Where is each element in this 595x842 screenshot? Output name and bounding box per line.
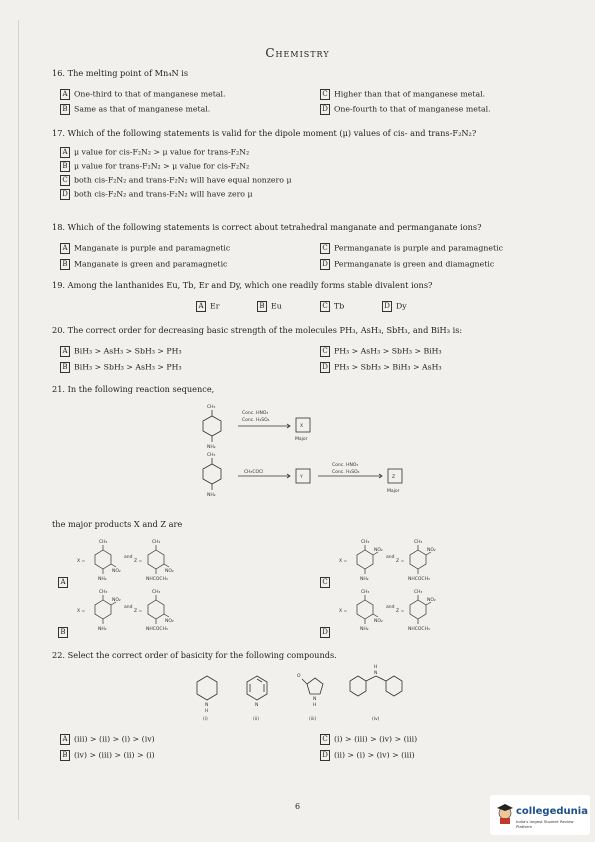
q16-option-d[interactable]: D One-fourth to that of manganese metal.: [320, 104, 491, 115]
svg-text:N: N: [313, 697, 317, 702]
question-16: 16. The melting point of Mn₄N is: [52, 68, 189, 78]
question-18: 18. Which of the following statements is correct about tetrahedral manganate and permanganate ions?: [52, 222, 482, 232]
q22-label-ii: (ii): [253, 717, 260, 722]
q21-option-b-structures: [68, 588, 188, 636]
svg-text:CH₃: CH₃: [152, 540, 161, 545]
svg-text:Z =: Z =: [396, 559, 405, 564]
q17-option-c[interactable]: C both cis-F₂N₂ and trans-F₂N₂ will have equal nonzero μ: [60, 175, 292, 186]
question-17: 17. Which of the following statements is valid for the dipole moment (μ) values of cis- and trans-F₂N₂?: [52, 128, 477, 138]
logo-name: collegedunia: [516, 806, 588, 817]
q17-option-a[interactable]: A μ value for cis-F₂N₂ > μ value for trans-F₂N₂: [60, 147, 249, 158]
q18-option-d[interactable]: D Permanganate is green and diamagnetic: [320, 259, 494, 270]
q18-option-a[interactable]: A Manganate is purple and paramagnetic: [60, 243, 230, 254]
svg-text:NHCOCH₃: NHCOCH₃: [408, 627, 430, 632]
q18-option-b[interactable]: B Manganate is green and paramagnetic: [60, 259, 227, 270]
q21-option-b[interactable]: B: [58, 627, 72, 638]
svg-text:NO₂: NO₂: [374, 548, 383, 553]
q21-x-box: X: [300, 424, 304, 429]
q22-option-d[interactable]: D (ii) > (i) > (iv) > (iii): [320, 750, 415, 761]
svg-text:NHCOCH₃: NHCOCH₃: [146, 577, 168, 582]
svg-text:and: and: [386, 605, 395, 610]
q21-y-box: Y: [300, 475, 303, 480]
svg-text:CH₃: CH₃: [99, 590, 108, 595]
svg-text:NO₂: NO₂: [165, 619, 174, 624]
q22-compounds: [190, 664, 420, 724]
q21-reagent-hno3-2: Conc. HNO₃: [332, 463, 359, 468]
q21-option-a-structures: [68, 538, 188, 586]
svg-text:CH₃: CH₃: [361, 590, 370, 595]
svg-text:X =: X =: [77, 559, 86, 564]
q20-option-b[interactable]: B BiH₃ > SbH₃ > AsH₃ > PH₃: [60, 362, 182, 373]
svg-text:X =: X =: [339, 609, 348, 614]
svg-text:NH₂: NH₂: [98, 577, 107, 582]
svg-text:NO₂: NO₂: [112, 569, 121, 574]
q21-major-1: Major: [295, 437, 308, 442]
q16-option-c[interactable]: C Higher than that of manganese metal.: [320, 89, 485, 100]
svg-text:Z =: Z =: [396, 609, 405, 614]
svg-text:CH₃: CH₃: [361, 540, 370, 545]
q16-option-a[interactable]: A One-third to that of manganese metal.: [60, 89, 225, 100]
q22-option-b[interactable]: B (iv) > (iii) > (ii) > (i): [60, 750, 155, 761]
q21-option-c-structures: [330, 538, 450, 586]
page-title: Chemistry: [265, 46, 330, 60]
q21-reaction-scheme: [190, 398, 420, 510]
q21-prompt: the major products X and Z are: [52, 519, 183, 529]
q19-option-c[interactable]: C Tb: [320, 301, 344, 312]
graduate-icon: [496, 802, 514, 824]
svg-text:Z =: Z =: [134, 609, 143, 614]
svg-text:NH₂: NH₂: [360, 577, 369, 582]
q21-reagent-h2so4: Conc. H₂SO₄: [242, 418, 270, 423]
q21-option-d-structures: [330, 588, 450, 636]
svg-text:CH₃: CH₃: [414, 590, 423, 595]
q21-reagent-hno3: Conc. HNO₃: [242, 411, 269, 416]
svg-text:NH₂: NH₂: [360, 627, 369, 632]
svg-text:and: and: [124, 555, 133, 560]
q21-option-d[interactable]: D: [320, 627, 334, 638]
svg-text:N: N: [205, 703, 209, 708]
q21-reagent-h2so4-2: Conc. H₂SO₄: [332, 470, 360, 475]
q21-option-a[interactable]: A: [58, 577, 72, 588]
q21-reagent-acyl: CH₃COCl: [244, 470, 264, 475]
q22-label-iv: (iv): [372, 717, 380, 722]
svg-text:H: H: [374, 665, 378, 670]
question-19: 19. Among the lanthanides Eu, Tb, Er and Dy, which one readily forms stable divalent ions?: [52, 280, 433, 290]
q21-ch3-1: CH₃: [207, 405, 216, 410]
svg-text:X =: X =: [339, 559, 348, 564]
svg-text:N: N: [374, 671, 378, 676]
svg-text:NO₂: NO₂: [112, 598, 121, 603]
svg-text:Z =: Z =: [134, 559, 143, 564]
svg-text:CH₃: CH₃: [414, 540, 423, 545]
q22-option-a[interactable]: A (iii) > (ii) > (i) > (iv): [60, 734, 155, 745]
svg-text:CH₃: CH₃: [152, 590, 161, 595]
question-21: 21. In the following reaction sequence,: [52, 384, 215, 394]
logo-tagline: India's largest Student Review Platform: [516, 819, 574, 829]
q19-option-d[interactable]: D Dy: [382, 301, 407, 312]
collegedunia-logo: [490, 795, 590, 835]
q17-option-b[interactable]: B μ value for trans-F₂N₂ > μ value for cis-F₂N₂: [60, 161, 249, 172]
svg-text:X =: X =: [77, 609, 86, 614]
svg-text:H: H: [313, 703, 317, 708]
q21-ch3-2: CH₃: [207, 453, 216, 458]
question-20: 20. The correct order for decreasing basic strength of the molecules PH₃, AsH₃, SbH₃, and BiH₃ is:: [52, 325, 463, 335]
q20-option-a[interactable]: A BiH₃ > AsH₃ > SbH₃ > PH₃: [60, 346, 182, 357]
q21-option-c[interactable]: C: [320, 577, 334, 588]
svg-text:and: and: [386, 555, 395, 560]
q19-option-b[interactable]: B Eu: [257, 301, 282, 312]
svg-text:N: N: [255, 703, 259, 708]
svg-text:NO₂: NO₂: [427, 548, 436, 553]
q17-option-d[interactable]: D both cis-F₂N₂ and trans-F₂N₂ will have zero μ: [60, 189, 253, 200]
svg-text:NH₂: NH₂: [98, 627, 107, 632]
question-22: 22. Select the correct order of basicity for the following compounds.: [52, 650, 337, 660]
svg-text:O: O: [297, 674, 301, 679]
q22-option-c[interactable]: C (i) > (iii) > (iv) > (iii): [320, 734, 417, 745]
q20-option-c[interactable]: C PH₃ > AsH₃ > SbH₃ > BiH₃: [320, 346, 442, 357]
page-number: 6: [294, 802, 301, 811]
q18-option-c[interactable]: C Permanganate is purple and paramagnetic: [320, 243, 503, 254]
svg-text:H: H: [205, 709, 209, 714]
svg-text:and: and: [124, 605, 133, 610]
q21-nh2-2: NH₂: [207, 493, 216, 498]
q16-option-b[interactable]: B Same as that of manganese metal.: [60, 104, 210, 115]
q20-option-d[interactable]: D PH₃ > SbH₃ > BiH₃ > AsH₃: [320, 362, 442, 373]
svg-text:NHCOCH₃: NHCOCH₃: [146, 627, 168, 632]
svg-text:NO₂: NO₂: [427, 598, 436, 603]
svg-text:CH₃: CH₃: [99, 540, 108, 545]
q21-major-2: Major: [387, 489, 400, 494]
q19-option-a[interactable]: A Er: [196, 301, 219, 312]
svg-text:NO₂: NO₂: [165, 569, 174, 574]
svg-text:NO₂: NO₂: [374, 619, 383, 624]
q21-nh2-1: NH₂: [207, 445, 216, 450]
q21-z-box: Z: [392, 475, 396, 480]
q22-label-i: (i): [203, 717, 208, 722]
q22-label-iii: (iii): [309, 717, 317, 722]
svg-text:NHCOCH₃: NHCOCH₃: [408, 577, 430, 582]
page-edge-shadow: [18, 20, 19, 820]
